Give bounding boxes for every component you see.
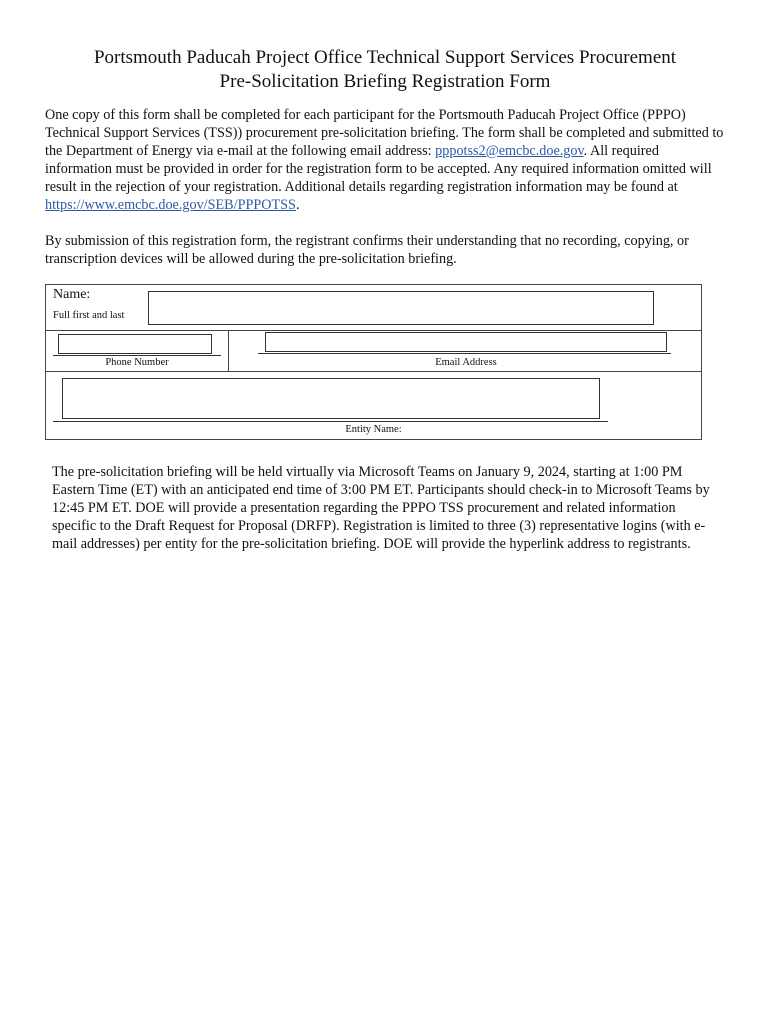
entity-input-box (62, 378, 600, 419)
form-title (0, 46, 770, 94)
name-sublabel: Full first and last (53, 310, 125, 321)
briefing-info-paragraph: The pre-solicitation briefing will be held virtually via Microsoft Teams on January 9, 2024, starting at 1:00 PM Eastern Time (ET) with an anticipated end time of 3:00 PM ET. Participants should check-in to Microsoft Teams by 12:45 PM ET. DOE will provide a presentation regarding the PPPO TSS procurement and related information specific to the Draft Request for Proposal (DRFP). Registration is limited to three (3) representative logins (with e-mail addresses) per entity for the pre-solicitation briefing. DOE will provide the hyperlink address to registrants. (52, 464, 710, 552)
contact-row (46, 330, 701, 372)
entity-row (46, 371, 701, 440)
intro-text-2: . All required information must be provided in order for the registration form to be accepted. Any required information omitted will result in the rejection of your registration. Additional details regarding registration information may be found at (45, 143, 712, 195)
phone-input[interactable] (59, 335, 211, 353)
confirmation-paragraph: By submission of this registration form, the registrant confirms their understanding that no recording, copying, or transcription devices will be allowed during the pre-solicitation briefing. (45, 233, 689, 267)
entity-input[interactable] (63, 379, 599, 418)
email-label: Email Address (435, 357, 497, 368)
email-underline (258, 353, 671, 354)
entity-label: Entity Name: (345, 424, 402, 435)
registration-form (45, 284, 702, 440)
name-row (46, 285, 701, 331)
phone-cell (46, 330, 229, 371)
email-input[interactable] (266, 333, 666, 351)
phone-label: Phone Number (105, 357, 169, 368)
name-input[interactable] (149, 292, 653, 324)
email-input-box (265, 332, 667, 352)
phone-input-box (58, 334, 212, 354)
phone-underline (53, 355, 221, 356)
name-label: Name: (53, 287, 91, 302)
intro-text-1: One copy of this form shall be completed for each participant for the Portsmouth Paducah Project Office (PPPO) Technical Support Services (TSS)) procurement pre-solicitation briefing. The form shall be completed and submitted to the Department of Energy via e-mail at the following email address: (45, 107, 724, 159)
title-line-2: Pre-Solicitation Briefing Registration Form (219, 71, 551, 92)
email-link[interactable]: pppotss2@emcbc.doe.gov (435, 143, 584, 159)
intro-paragraph (45, 106, 725, 214)
name-input-box (148, 291, 654, 325)
entity-underline (53, 421, 608, 422)
intro-text-end: . (295, 197, 300, 213)
info-url-link[interactable]: https://www.emcbc.doe.gov/SEB/PPPOTSS (45, 197, 296, 213)
title-line-1: Portsmouth Paducah Project Office Technical Support Services Procurement (93, 47, 677, 68)
